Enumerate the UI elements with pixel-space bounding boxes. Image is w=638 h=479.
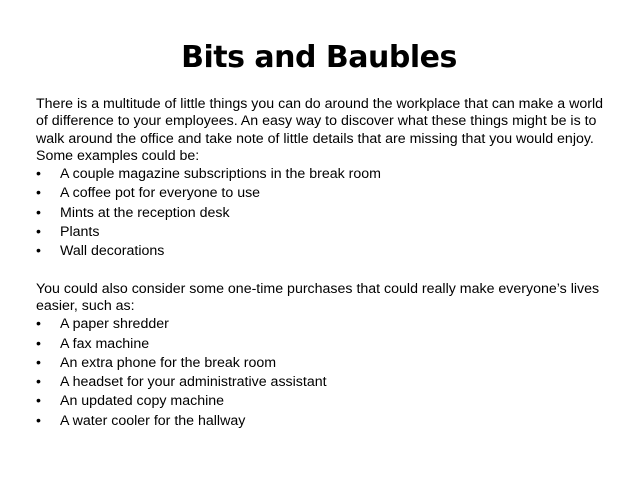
bullet-icon: • xyxy=(36,204,41,221)
list-item xyxy=(36,165,606,184)
purchases-paragraph: You could also consider some one-time purchases that could really make everyone’s lives easier, such as: xyxy=(36,280,600,314)
examples-list xyxy=(36,165,606,261)
list-item-text: Wall decorations xyxy=(60,243,165,260)
bullet-icon: • xyxy=(36,374,41,391)
bullet-icon: • xyxy=(36,243,41,260)
list-item-text: An extra phone for the break room xyxy=(60,354,277,371)
bullet-icon: • xyxy=(36,185,41,202)
list-item xyxy=(36,373,606,392)
list-item xyxy=(36,223,606,242)
bullet-icon: • xyxy=(36,166,41,183)
purchases-list xyxy=(36,315,606,431)
list-item xyxy=(36,184,606,203)
bullet-icon: • xyxy=(36,316,41,333)
list-item xyxy=(36,242,606,261)
list-item xyxy=(36,412,606,431)
list-item-text: A fax machine xyxy=(60,335,150,352)
intro-paragraph: There is a multitude of little things you can do around the workplace that can make a world of difference to your employees. An easy way to discover what these things might be is to walk around the office and take note of little details that are missing that you would enjoy. Some examples could be: xyxy=(36,96,604,164)
bullet-icon: • xyxy=(36,412,41,429)
list-item-text: A couple magazine subscriptions in the break room xyxy=(60,166,381,183)
slide-body xyxy=(36,96,606,431)
list-item-text: A headset for your administrative assistant xyxy=(60,374,327,391)
list-item xyxy=(36,335,606,354)
list-item-text: An updated copy machine xyxy=(60,393,225,410)
slide-title: Bits and Baubles xyxy=(181,40,457,75)
bullet-icon: • xyxy=(36,354,41,371)
bullet-icon: • xyxy=(36,393,41,410)
list-item xyxy=(36,315,606,334)
bullet-icon: • xyxy=(36,335,41,352)
list-item-text: A paper shredder xyxy=(60,316,169,333)
list-item-text: Plants xyxy=(60,224,100,241)
list-item xyxy=(36,204,606,223)
list-item-text: A water cooler for the hallway xyxy=(60,412,246,429)
bullet-icon: • xyxy=(36,224,41,241)
list-item-text: A coffee pot for everyone to use xyxy=(60,185,261,202)
paragraph-spacer xyxy=(36,262,606,281)
list-item-text: Mints at the reception desk xyxy=(60,204,230,221)
list-item xyxy=(36,354,606,373)
list-item xyxy=(36,392,606,411)
